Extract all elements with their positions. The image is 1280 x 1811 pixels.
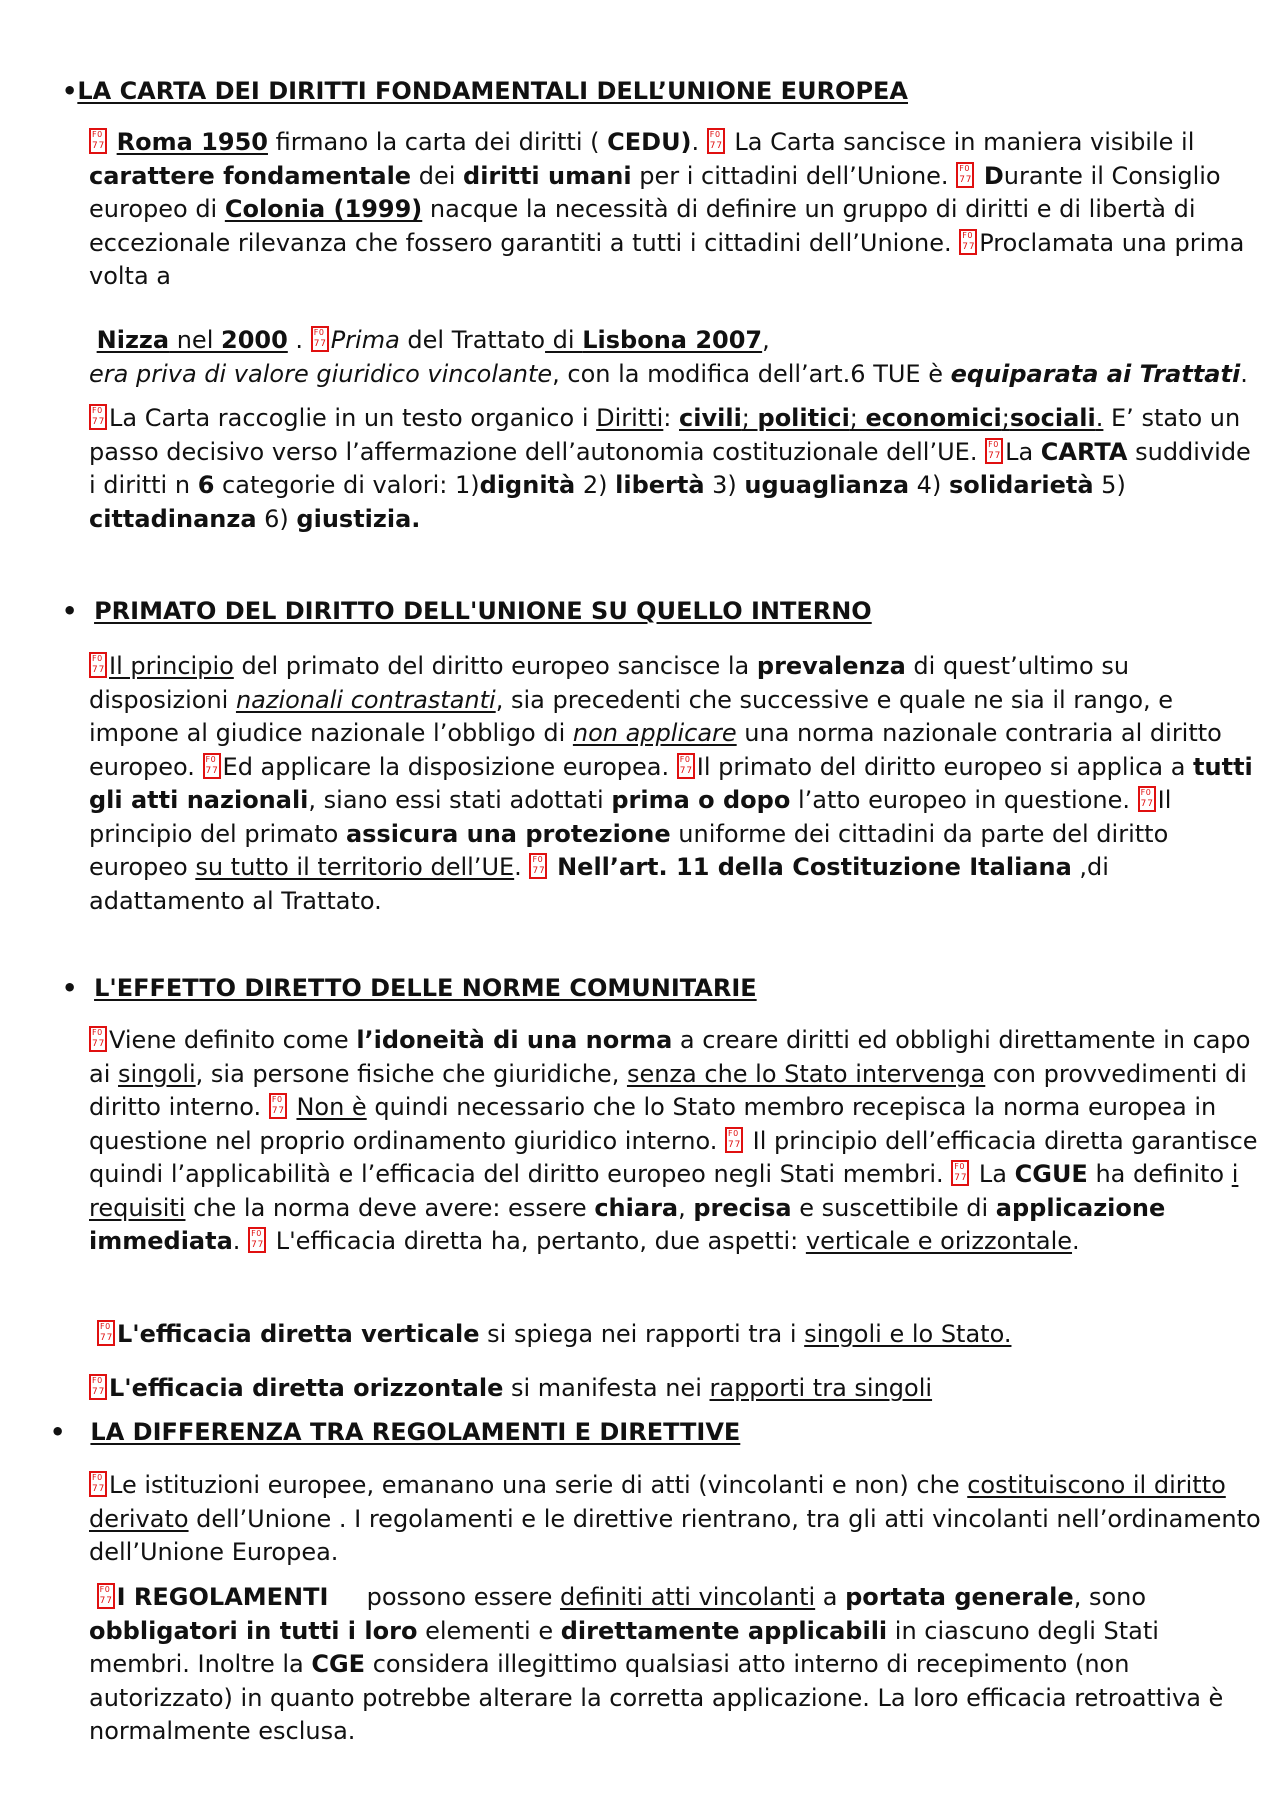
glyph-placeholder-icon [951,1160,969,1186]
paragraph-effetto-1: F 0 7 7Viene definito come l’idoneità di una norma a creare diritti ed obblighi direttamente in capo ai singoli, sia persone fisiche che giuridiche, senza che lo Stato intervenga con provvedimenti di diritto interno. F 0 7 7 Non è quindi necessario che lo Stato membro recepisca la norma europea in questione nel proprio ordinamento giuridico interno. F 0 7 7 Il principio dell’efficacia diretta garantisce quindi l’applicabilità e l’efficacia del diritto europeo negli Stati membri. F 0 7 7 La CGUE ha definito i requisiti che la norma deve avere: essere chiara, precisa e suscettibile di applicazione immediata. F 0 7 7 L'efficacia diretta ha, pertanto, due aspetti: verticale e orizzontale. [89,1024,1264,1259]
glyph-placeholder-icon [97,1583,115,1609]
paragraph-carta-3: F 0 7 7La Carta raccoglie in un testo organico i Diritti: civili; politici; economici;sociali. E’ stato un passo decisivo verso l’affermazione dell’autonomia costituzionale dell’UE. F 0 7 7La CARTA suddivide i diritti n 6 categorie di valori: 1)dignità 2) libertà 3) uguaglianza 4) solidarietà 5) cittadinanza 6) giustizia. [89,402,1264,536]
heading-differenza: • LA DIFFERENZA TRA REGOLAMENTI E DIRETTIVE [50,1418,741,1446]
bullet: • [62,597,78,625]
glyph-placeholder-icon [89,1471,107,1497]
paragraph-carta-2: Nizza nel 2000 . F 0 7 7Prima del Trattato di Lisbona 2007, era priva di valore giuridico vincolante, con la modifica dell’art.6 TUE è equiparata ai Trattati. [89,324,1264,391]
glyph-placeholder-icon [248,1227,266,1253]
glyph-placeholder-icon [985,438,1003,464]
heading-primato: • PRIMATO DEL DIRITTO DELL'UNIONE SU QUELLO INTERNO [62,597,872,625]
paragraph-primato: F 0 7 7Il principio del primato del diritto europeo sancisce la prevalenza di quest’ultimo su disposizioni nazionali contrastanti, sia precedenti che successive e quale ne sia il rango, e impone al giudice nazionale l’obbligo di non applicare una norma nazionale contraria al diritto europeo. F 0 7 7Ed applicare la disposizione europea. F 0 7 7Il primato del diritto europeo si applica a tutti gli atti nazionali, siano essi stati adottati prima o dopo l’atto europeo in questione. F 0 7 7Il principio del primato assicura una protezione uniforme dei cittadini da parte del diritto europeo su tutto il territorio dell’UE. F 0 7 7 Nell’art. 11 della Costituzione Italiana ,di adattamento al Trattato. [89,650,1264,918]
glyph-placeholder-icon [89,1026,107,1052]
glyph-placeholder-icon [725,1127,743,1153]
bullet: • [50,1418,66,1446]
bullet: • [62,974,78,1002]
glyph-placeholder-icon [89,128,107,154]
glyph-placeholder-icon [269,1093,287,1119]
paragraph-regolamenti: F 0 7 7I REGOLAMENTI possono essere definiti atti vincolanti a portata generale, sono obbligatori in tutti i loro elementi e direttamente applicabili in ciascuno degli Stati membri. Inoltre la CGE considera illegittimo qualsiasi atto interno di recepimento (non autorizzato) in quanto potrebbe alterare la corretta applicazione. La loro efficacia retroattiva è normalmente esclusa. [89,1581,1264,1749]
paragraph-effetto-verticale: F 0 7 7L'efficacia diretta verticale si spiega nei rapporti tra i singoli e lo Stato. [97,1318,1272,1352]
glyph-placeholder-icon [959,229,977,255]
heading-effetto: • L'EFFETTO DIRETTO DELLE NORME COMUNITARIE [62,974,757,1002]
glyph-placeholder-icon [707,128,725,154]
paragraph-differenza-1: F 0 7 7Le istituzioni europee, emanano una serie di atti (vincolanti e non) che costituiscono il diritto derivato dell’Unione . I regolamenti e le direttive rientrano, tra gli atti vincolanti nell’ordinamento dell’Unione Europea. [89,1469,1264,1570]
glyph-placeholder-icon [529,853,547,879]
glyph-placeholder-icon [1138,786,1156,812]
glyph-placeholder-icon [89,404,107,430]
glyph-placeholder-icon [89,652,107,678]
glyph-placeholder-icon [89,1374,107,1400]
glyph-placeholder-icon [956,162,974,188]
glyph-placeholder-icon [677,753,695,779]
bullet: • [62,77,78,105]
paragraph-effetto-orizzontale: F 0 7 7L'efficacia diretta orizzontale si manifesta nei rapporti tra singoli [89,1372,1264,1406]
heading-carta: •LA CARTA DEI DIRITTI FONDAMENTALI DELL’UNIONE EUROPEA [62,77,909,105]
glyph-placeholder-icon [97,1320,115,1346]
glyph-placeholder-icon [203,753,221,779]
paragraph-carta-1: F 0 7 7 Roma 1950 firmano la carta dei diritti ( CEDU). F 0 7 7 La Carta sancisce in maniera visibile il carattere fondamentale dei diritti umani per i cittadini dell’Unione. F 0 7 7 Durante il Consiglio europeo di Colonia (1999) nacque la necessità di definire un gruppo di diritti e di libertà di eccezionale rilevanza che fossero garantiti a tutti i cittadini dell’Unione. F 0 7 7Proclamata una prima volta a [89,126,1264,294]
glyph-placeholder-icon [311,326,329,352]
